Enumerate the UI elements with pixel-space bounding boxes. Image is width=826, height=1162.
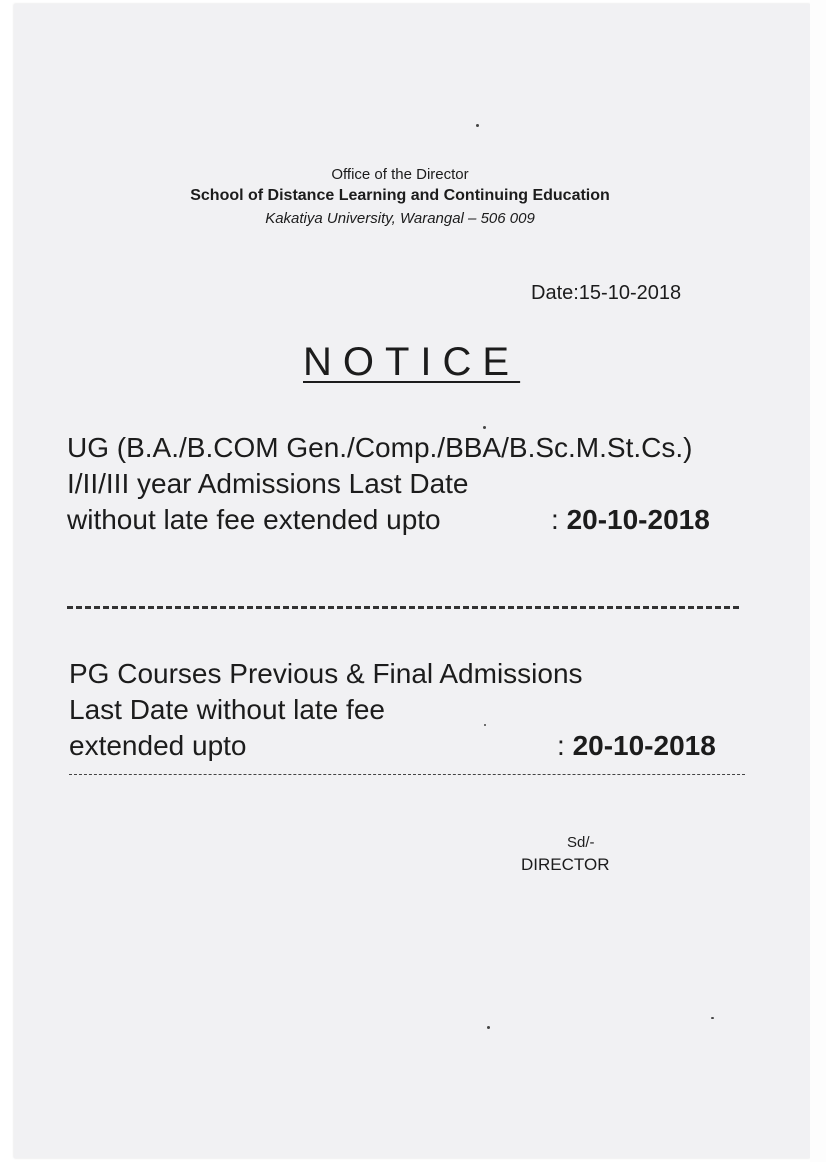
- signatory-role: DIRECTOR: [521, 855, 610, 874]
- signature-mark: Sd/-: [567, 834, 595, 851]
- ug-deadline-date: 20-10-2018: [566, 504, 710, 535]
- scan-speck: [484, 724, 486, 726]
- ug-line-2: I/II/III year Admissions Last Date: [67, 468, 469, 499]
- scan-speck: [483, 426, 486, 429]
- scan-speck: [476, 124, 479, 127]
- pg-line-2: Last Date without late fee: [69, 694, 385, 725]
- notice-date: Date:15-10-2018: [531, 282, 682, 304]
- pg-notice: [69, 656, 583, 764]
- page-title: NOTICE: [303, 340, 521, 384]
- pg-deadline-colon: :: [557, 730, 573, 761]
- pg-deadline: [557, 730, 716, 762]
- ug-line-1: UG (B.A./B.COM Gen./Comp./BBA/B.Sc.M.St.Cs.): [67, 432, 693, 463]
- scan-edge: [810, 0, 826, 1162]
- university-address: Kakatiya University, Warangal – 506 009: [265, 210, 535, 227]
- office-line: Office of the Director: [331, 166, 469, 183]
- school-name: School of Distance Learning and Continuing Education: [190, 187, 610, 204]
- scan-speck: [711, 1017, 714, 1019]
- section-divider: [67, 584, 739, 609]
- scan-speck: [487, 1026, 490, 1029]
- ug-deadline: [551, 504, 710, 536]
- pg-deadline-date: 20-10-2018: [572, 730, 716, 761]
- bottom-divider: [69, 772, 745, 775]
- ug-line-3: without late fee extended upto: [67, 504, 441, 535]
- pg-line-3: extended upto: [69, 730, 247, 761]
- pg-line-1: PG Courses Previous & Final Admissions: [69, 658, 583, 689]
- ug-deadline-colon: :: [551, 504, 567, 535]
